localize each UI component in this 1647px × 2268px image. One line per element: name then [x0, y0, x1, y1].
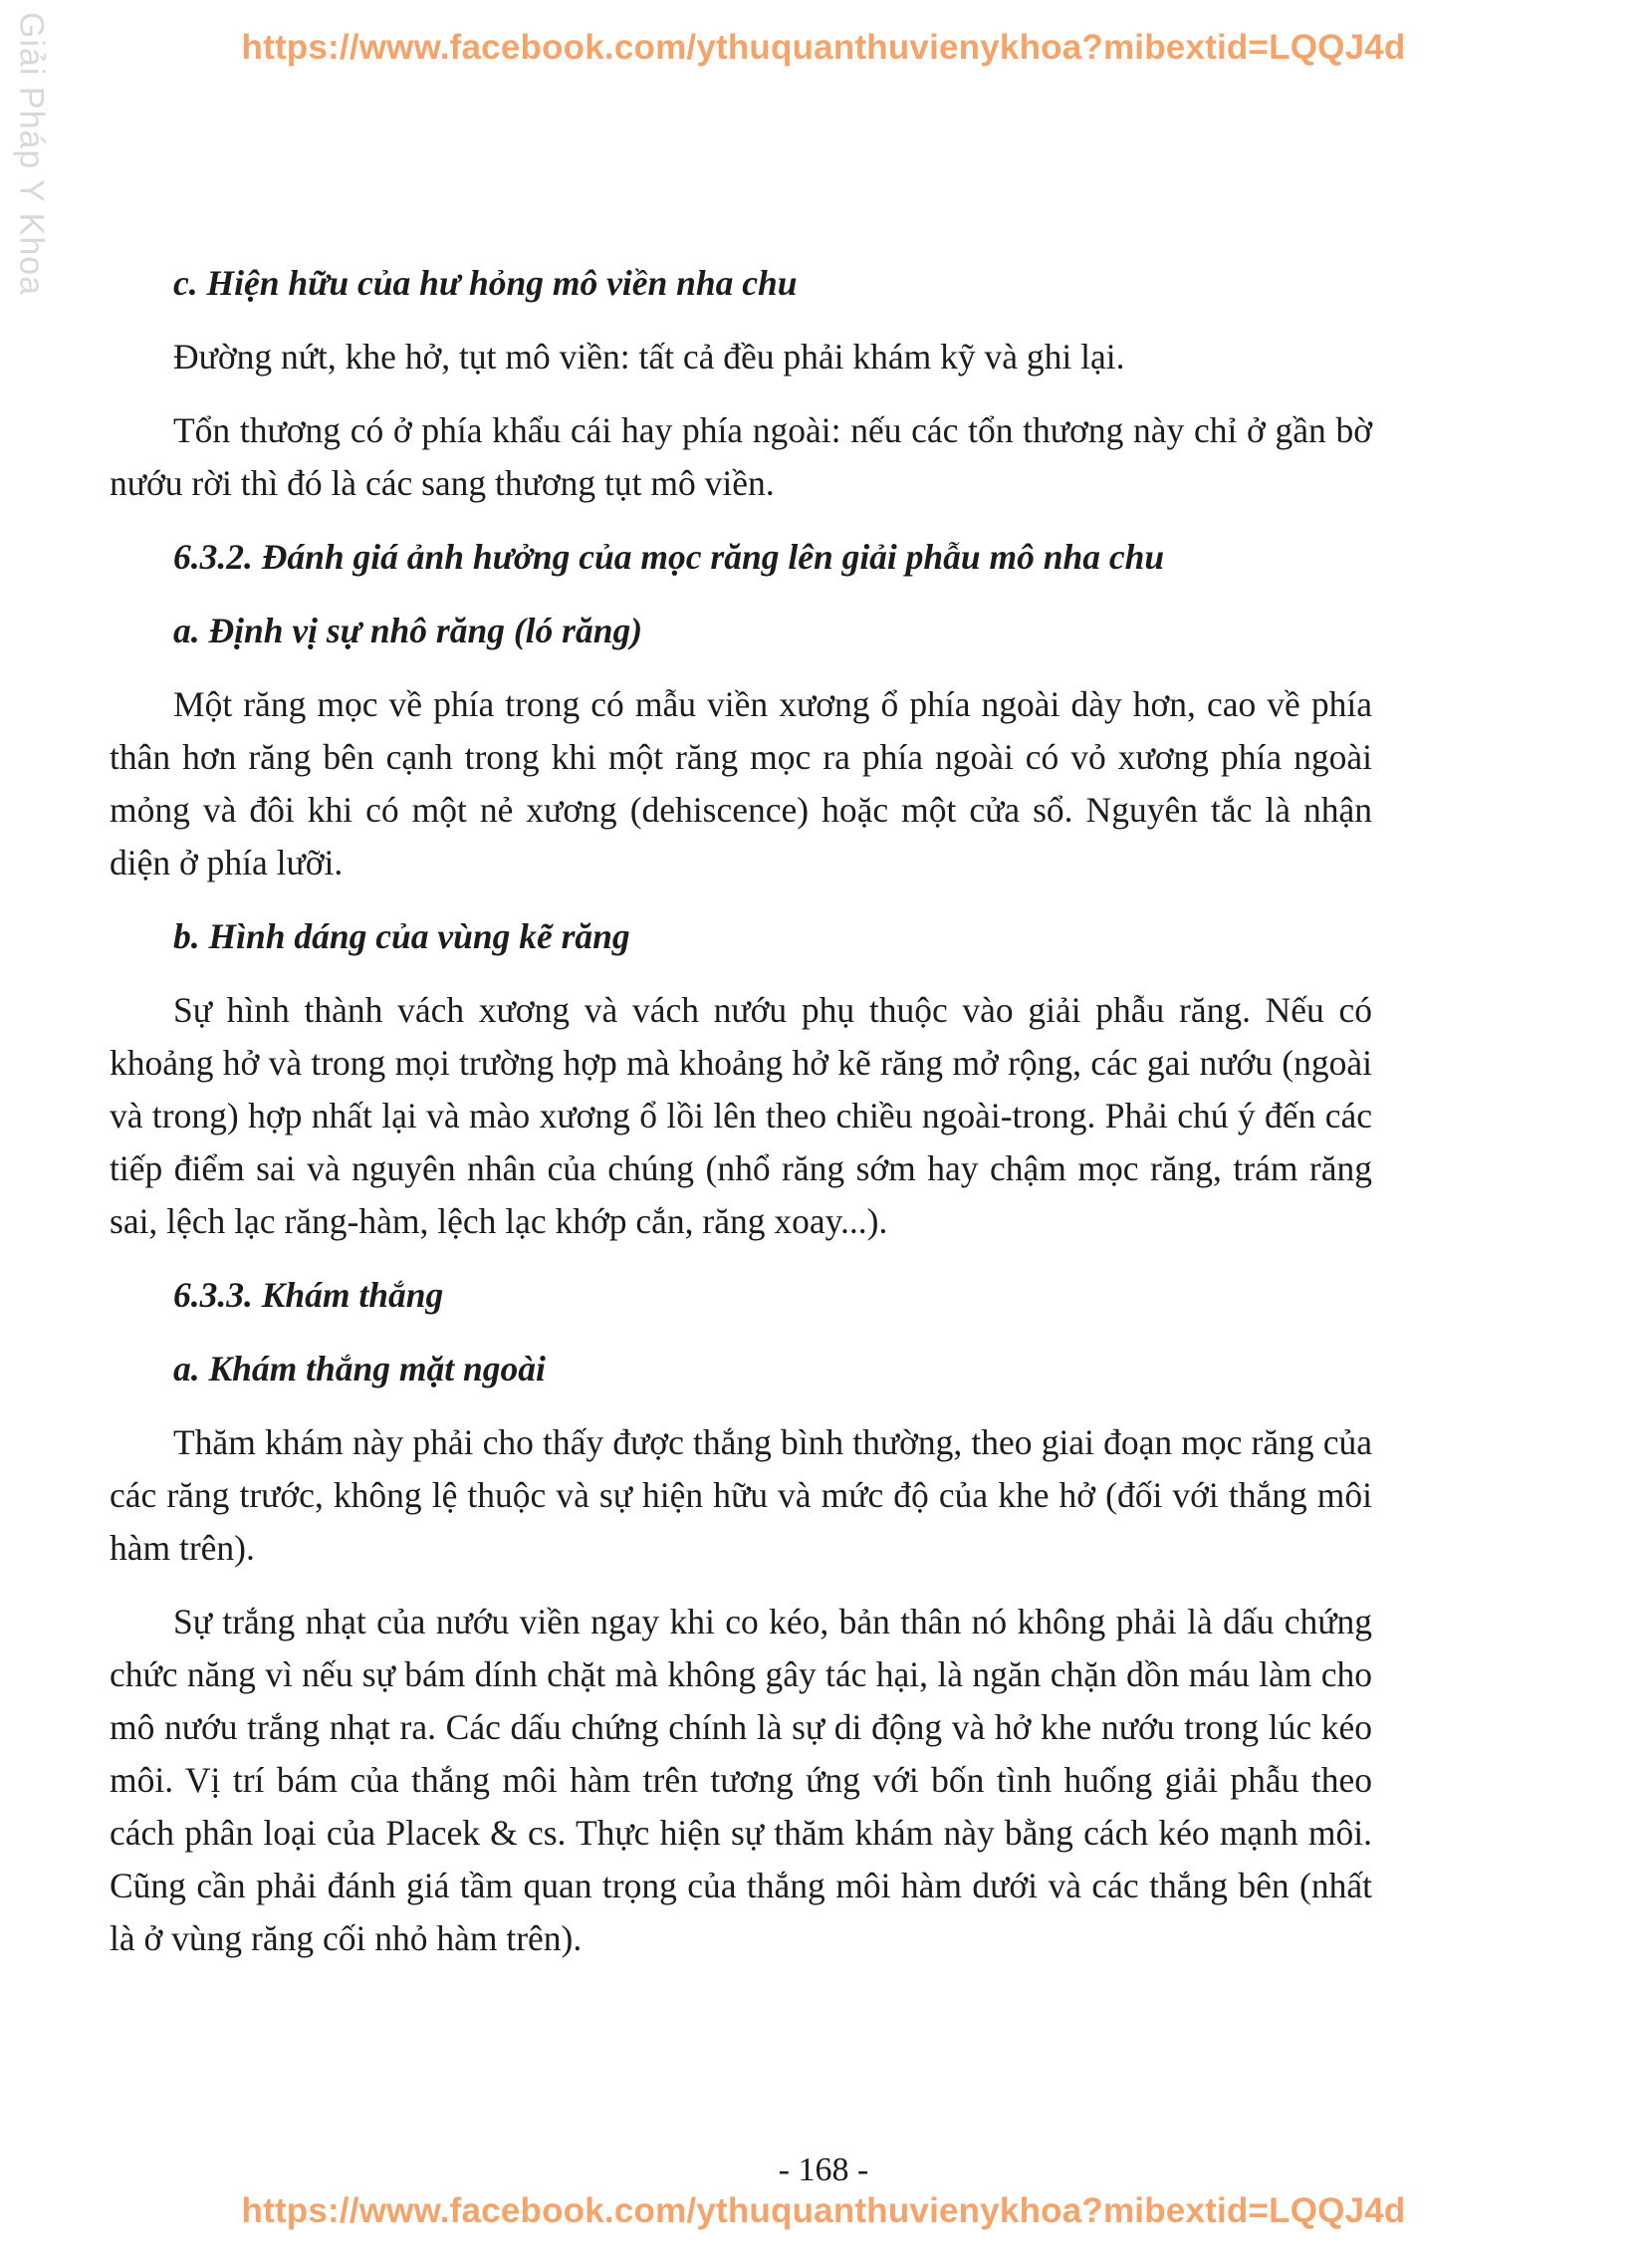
heading-c: c. Hiện hữu của hư hỏng mô viền nha chu: [173, 263, 798, 303]
paragraph-4: Sự hình thành vách xương và vách nướu phụ thuộc vào giải phẫu răng. Nếu có khoảng hở và trong mọi trường hợp mà khoảng hở kẽ răng mở rộng, các gai nướu (ngoài và trong) hợp nhất lại và mào xương ổ lồi lên theo chiều ngoài-trong. Phải chú ý đến các tiếp điểm sai và nguyên nhân của chúng (nhổ răng sớm hay chậm mọc răng, trám răng sai, lệch lạc răng-hàm, lệch lạc khớp cắn, răng xoay...).: [110, 990, 1372, 1241]
heading-6-3-2: 6.3.2. Đánh giá ảnh hưởng của mọc răng lên giải phẫu mô nha chu: [173, 537, 1165, 577]
page-number: - 168 -: [778, 2151, 869, 2188]
paragraph-5: Thăm khám này phải cho thấy được thắng bình thường, theo giai đoạn mọc răng của các răng trước, không lệ thuộc và sự hiện hữu và mức độ của khe hở (đối với thắng môi hàm trên).: [110, 1422, 1372, 1568]
paragraph-6: Sự trắng nhạt của nướu viền ngay khi co kéo, bản thân nó không phải là dấu chứng chức năng vì nếu sự bám dính chặt mà không gây tác hại, là ngăn chặn dồn máu làm cho mô nướu trắng nhạt ra. Các dấu chứng chính là sự di động và hở khe nướu trong lúc kéo môi. Vị trí bám của thắng môi hàm trên tương ứng với bốn tình huống giải phẫu theo cách phân loại của Placek & cs. Thực hiện sự thăm khám này bằng cách kéo mạnh môi. Cũng cần phải đánh giá tầm quan trọng của thắng môi hàm dưới và các thắng bên (nhất là ở vùng răng cối nhỏ hàm trên).: [110, 1602, 1372, 1958]
heading-a-dinh-vi: a. Định vị sự nhô răng (ló răng): [173, 611, 643, 650]
paragraph-2: Tổn thương có ở phía khẩu cái hay phía ngoài: nếu các tổn thương này chỉ ở gần bờ nướu rời thì đó là các sang thương tụt mô viền.: [110, 410, 1372, 503]
heading-b-hinh-dang: b. Hình dáng của vùng kẽ răng: [173, 916, 630, 956]
paragraph-3: Một răng mọc về phía trong có mẫu viền xương ổ phía ngoài dày hơn, cao về phía thân hơn răng bên cạnh trong khi một răng mọc ra phía ngoài có vỏ xương phía ngoài mỏng và đôi khi có một nẻ xương (dehiscence) hoặc một cửa sổ. Nguyên tắc là nhận diện ở phía lưỡi.: [110, 684, 1372, 882]
side-watermark: Giải Pháp Y Khoa: [12, 12, 51, 297]
paragraph-1: Đường nứt, khe hở, tụt mô viền: tất cả đều phải khám kỹ và ghi lại.: [173, 337, 1125, 377]
watermark-link-top[interactable]: https://www.facebook.com/ythuquanthuvienykhoa?mibextid=LQQJ4d: [241, 28, 1406, 67]
heading-a-kham-thang: a. Khám thắng mặt ngoài: [173, 1349, 546, 1388]
watermark-link-bottom[interactable]: https://www.facebook.com/ythuquanthuvienykhoa?mibextid=LQQJ4d: [241, 2191, 1406, 2230]
heading-6-3-3: 6.3.3. Khám thắng: [173, 1275, 444, 1315]
page-body: [110, 257, 1372, 1965]
